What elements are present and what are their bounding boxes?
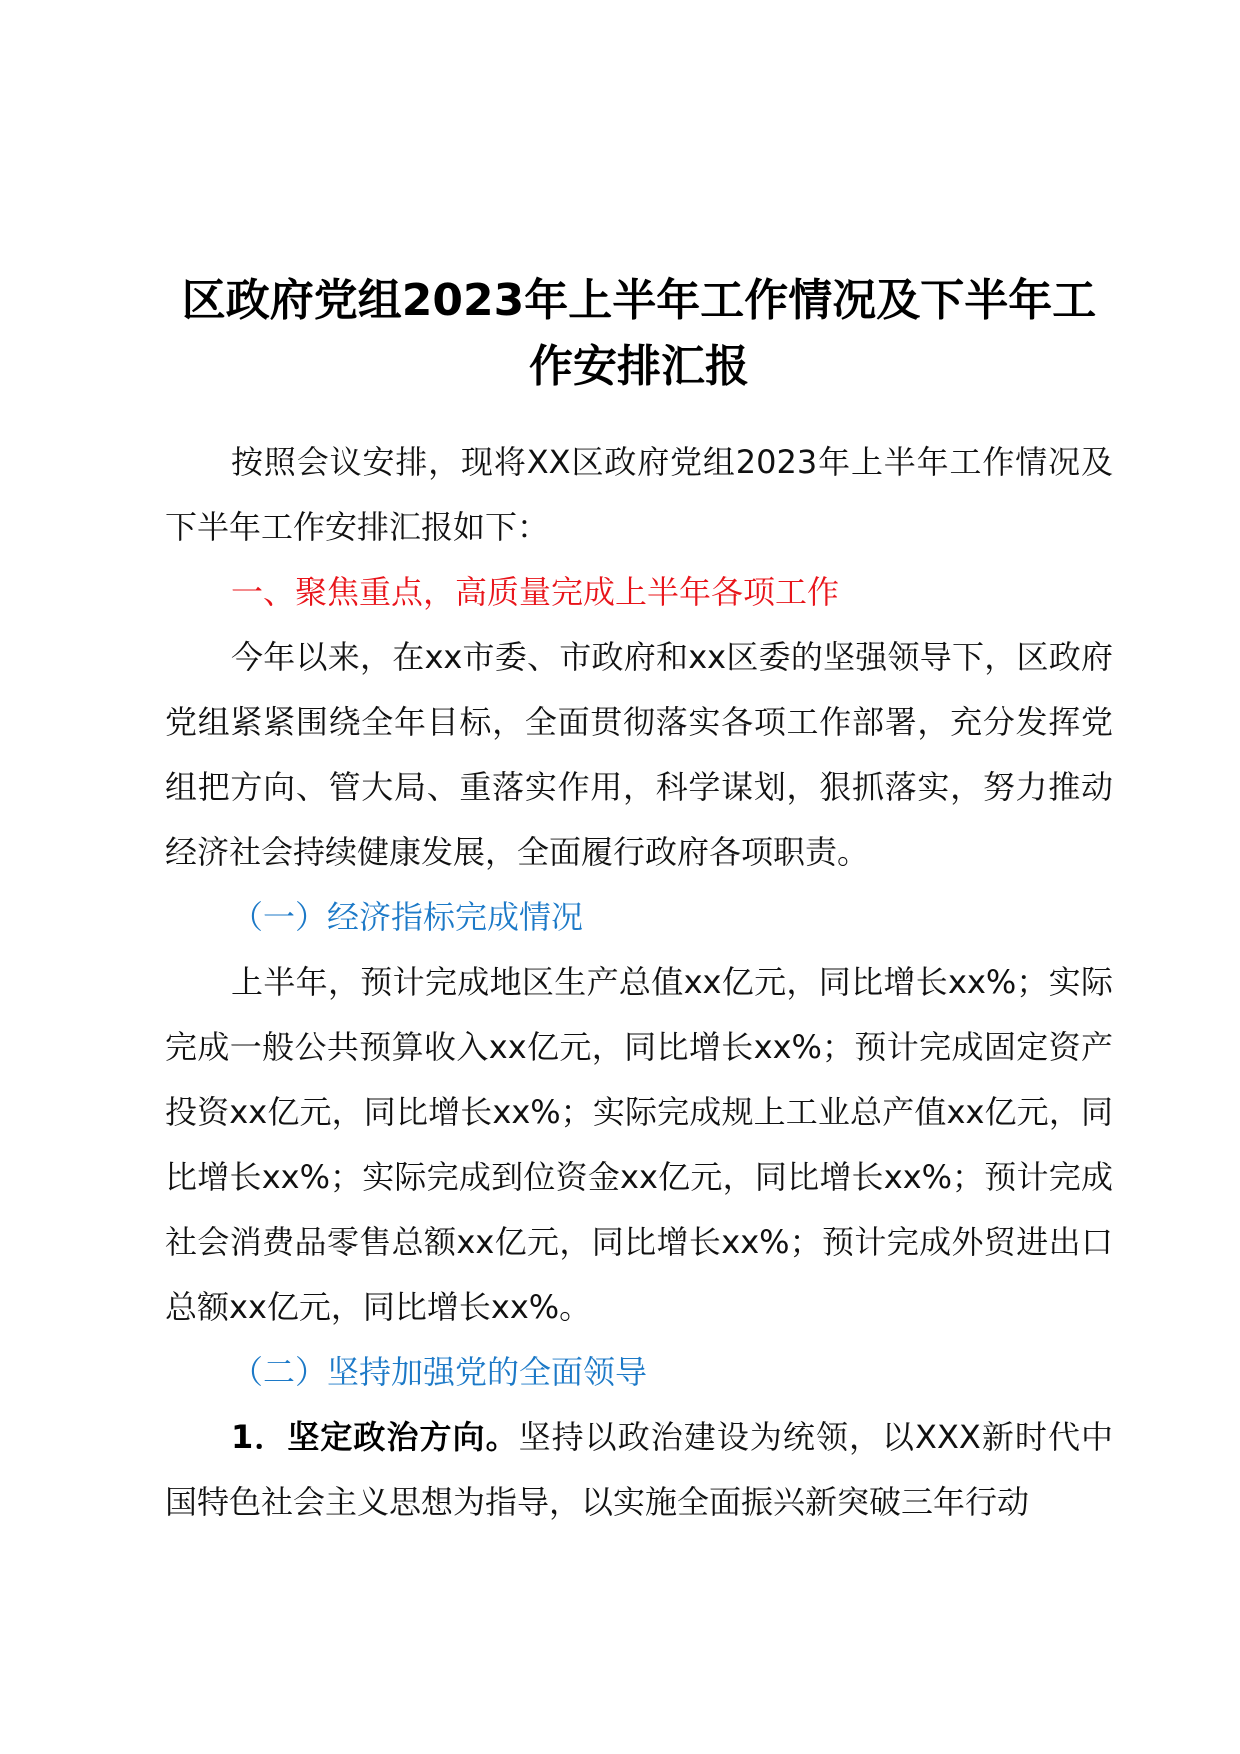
title-line-1: 区政府党组2023年上半年工作情况及下半年工 [181, 275, 1097, 326]
section-1-paragraph: 今年以来，在xx市委、市政府和xx区委的坚强领导下，区政府党组紧紧围绕全年目标，全面贯彻落实各项工作部署，充分发挥党组把方向、管大局、重落实作用，科学谋划，狠抓落实，努力推动经济社会持续健康发展，全面履行政府各项职责。 [165, 638, 1113, 871]
subsection-1-heading: （一）经济指标完成情况 [231, 898, 584, 936]
subsection-1-paragraph: 上半年，预计完成地区生产总值xx亿元，同比增长xx%；实际完成一般公共预算收入xx亿元，同比增长xx%；预计完成固定资产投资xx亿元，同比增长xx%；实际完成规上工业总产值xx亿元，同比增长xx%；实际完成到位资金xx亿元，同比增长xx%；预计完成社会消费品零售总额xx亿元，同比增长xx%；预计完成外贸进出口总额xx亿元，同比增长xx%。 [165, 963, 1113, 1326]
item-1-text: 坚持以政治建设为统领，以XXX新时代中国特色社会主义思想为指导，以实施全面振兴新突破三年行动 [165, 1418, 1113, 1521]
item-1-lead: 1．坚定政治方向。 [231, 1418, 519, 1456]
item-1-paragraph [165, 1405, 1113, 1535]
section-1-heading: 一、聚焦重点，高质量完成上半年各项工作 [231, 573, 840, 611]
subsection-2-heading: （二）坚持加强党的全面领导 [231, 1353, 648, 1391]
document-title [165, 268, 1113, 400]
document-body [165, 268, 1113, 1535]
intro-paragraph: 按照会议安排，现将XX区政府党组2023年上半年工作情况及下半年工作安排汇报如下： [165, 443, 1113, 546]
title-line-2: 作安排汇报 [529, 341, 749, 392]
